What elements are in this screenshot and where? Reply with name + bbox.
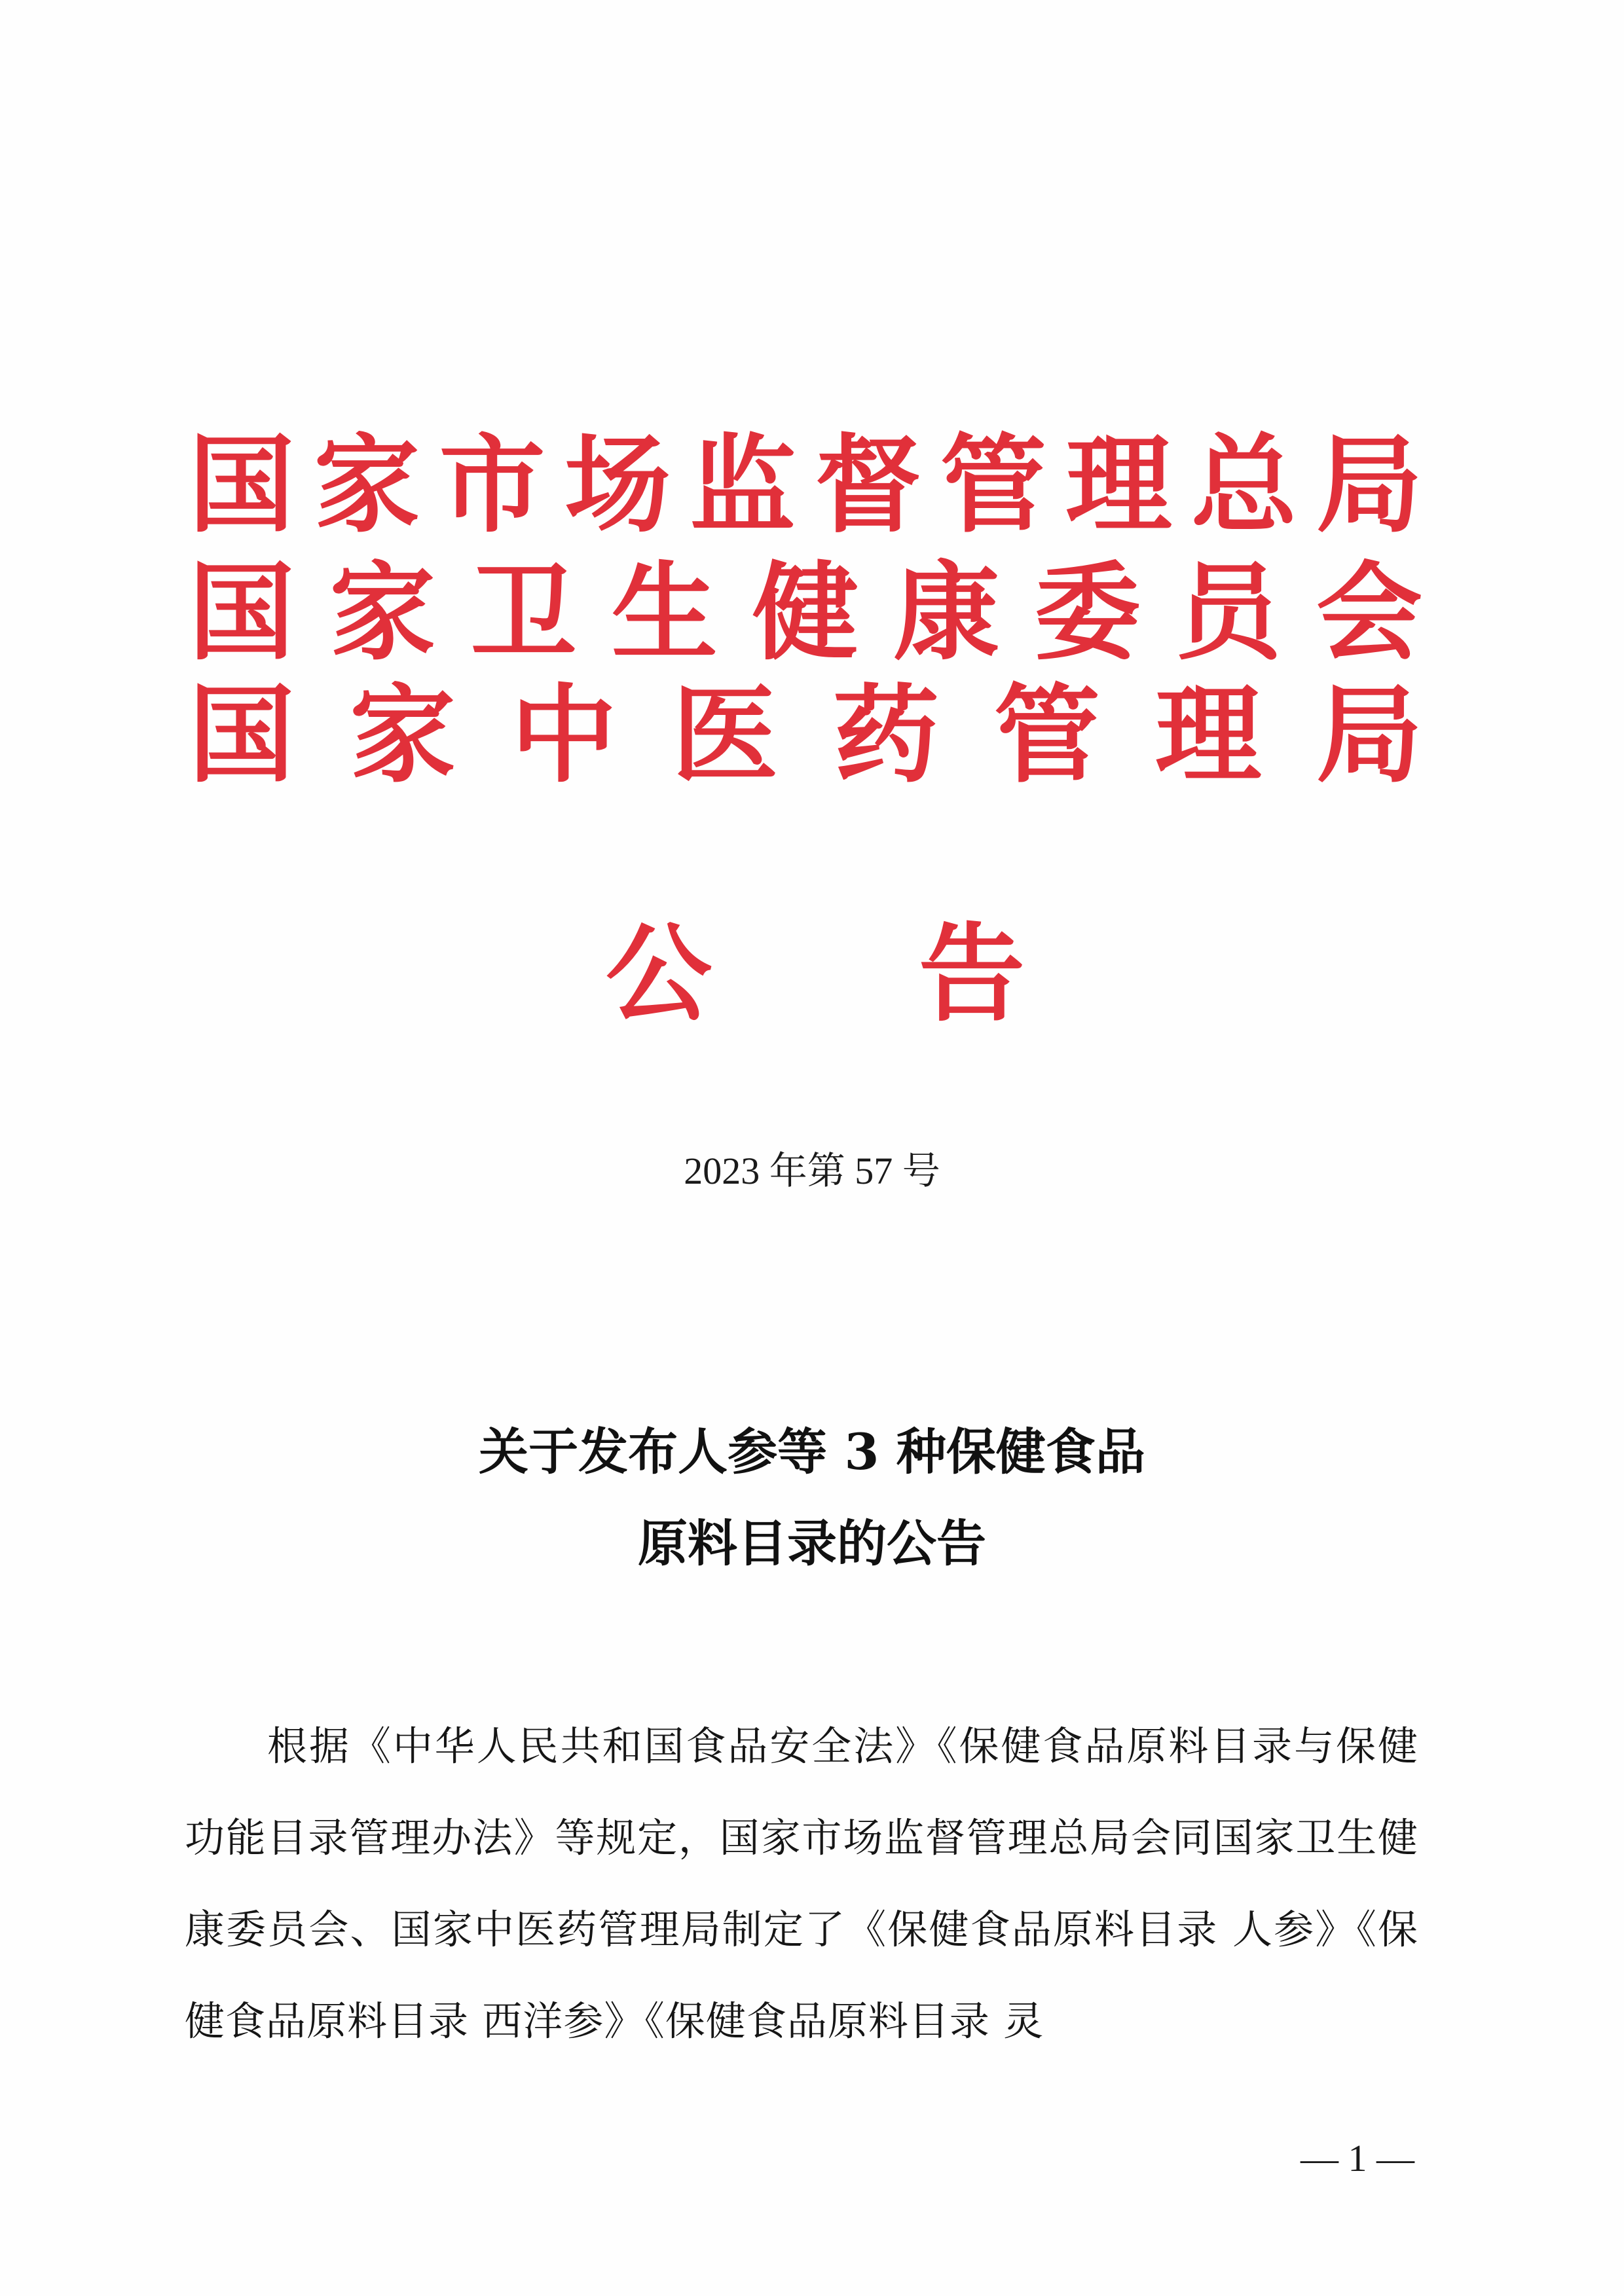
heading-character: 家 xyxy=(329,550,436,675)
heading-character: 家 xyxy=(350,672,456,797)
heading-character: 国 xyxy=(189,422,295,547)
heading-character: 国 xyxy=(189,672,295,797)
heading-character: 总 xyxy=(1190,422,1297,547)
body-paragraph-1: 根据《中华人民共和国食品安全法》《保健食品原料目录与保健功能目录管理办法》等规定，国家市场监督管理总局会同国家卫生健康委员会、国家中医药管理局制定了《保健食品原料目录 人参》《保健食品原料目录 西洋参》《保健食品原料目录 灵 xyxy=(185,1723,1418,2045)
heading-character: 监 xyxy=(690,422,796,547)
heading-character: 康 xyxy=(893,550,1000,675)
heading-character: 员 xyxy=(1175,550,1282,675)
document-title-line-2: 原料目录的公告 xyxy=(638,1514,986,1573)
heading-character: 委 xyxy=(1034,550,1141,675)
heading-character: 局 xyxy=(1316,422,1422,547)
heading-character: 中 xyxy=(511,672,617,797)
heading-character: 健 xyxy=(752,550,858,675)
issuer-line-2 xyxy=(189,550,1422,675)
heading-character: 理 xyxy=(1065,422,1172,547)
heading-character: 市 xyxy=(439,422,545,547)
heading-character: 会 xyxy=(1316,550,1422,675)
heading-character: 告 xyxy=(919,911,1025,1036)
heading-character: 生 xyxy=(611,550,718,675)
document-type-heading xyxy=(606,911,1025,1036)
heading-character: 药 xyxy=(833,672,939,797)
heading-character: 管 xyxy=(940,422,1046,547)
heading-character: 管 xyxy=(994,672,1100,797)
document-title-line-1: 关于发布人参等 3 种保健食品 xyxy=(479,1423,1145,1481)
issuer-line-3 xyxy=(189,672,1422,797)
heading-character: 公 xyxy=(606,911,712,1036)
heading-character: 理 xyxy=(1155,672,1261,797)
page-number: — 1 — xyxy=(1301,2137,1414,2179)
document-number: 2023 年第 57 号 xyxy=(684,1150,940,1192)
heading-character: 卫 xyxy=(470,550,577,675)
issuer-line-1 xyxy=(189,422,1422,547)
heading-character: 场 xyxy=(564,422,671,547)
heading-character: 督 xyxy=(815,422,921,547)
heading-character: 家 xyxy=(314,422,420,547)
heading-character: 局 xyxy=(1316,672,1422,797)
heading-character: 医 xyxy=(672,672,778,797)
heading-character: 国 xyxy=(189,550,295,675)
